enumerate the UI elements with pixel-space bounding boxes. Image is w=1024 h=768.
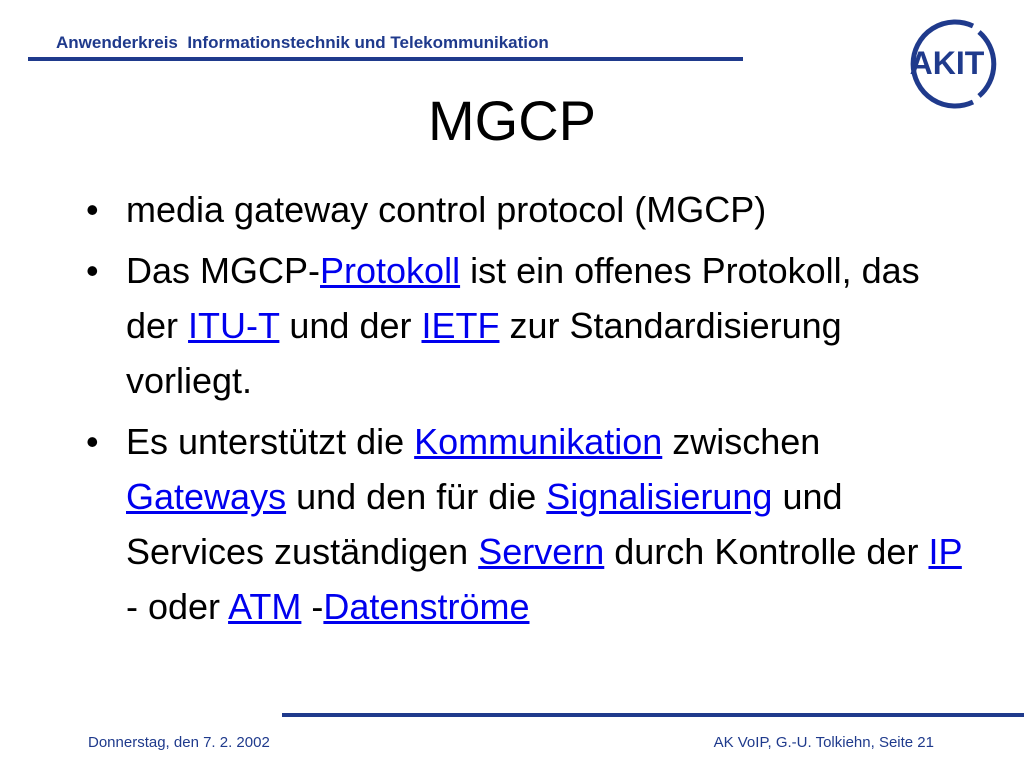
bullet-item [86,243,966,408]
bullet-item [86,414,966,634]
bullet-text: Es unterstützt die [126,421,415,462]
bullet-text: und der [279,305,422,346]
bullet-text: media gateway control protocol (MGCP) [126,189,767,230]
bullet-dot-icon: • [86,189,99,230]
bullet-item [86,182,966,237]
bullet-text: - oder [126,586,229,627]
header-rule [28,57,743,61]
bullet-text: Das MGCP- [126,250,321,291]
link-ietf[interactable]: IETF [421,305,500,346]
link-protokoll[interactable]: Protokoll [320,250,461,291]
bullet-text: und Services zuständigen [126,476,843,572]
link-datenstr-me[interactable]: Datenströme [323,586,530,627]
slide-title: MGCP [428,89,596,152]
footer-rule [282,713,1024,717]
bullet-dot-icon: • [86,250,99,291]
logo-text: AKIT [909,45,985,81]
bullet-text: zur Standardisierung vorliegt. [126,305,842,401]
bullet-text: und den für die [286,476,547,517]
bullet-text: durch Kontrolle der [604,531,929,572]
bullet-dot-icon: • [86,421,99,462]
link-atm[interactable]: ATM [228,586,302,627]
link-servern[interactable]: Servern [478,531,605,572]
link-gateways[interactable]: Gateways [126,476,287,517]
link-itu-t[interactable]: ITU-T [188,305,280,346]
header-title: Anwenderkreis Informationstechnik und Telekommunikation [56,33,549,52]
bullet-text: - [301,586,324,627]
bullet-text: ist ein offenes Protokoll, das der [126,250,920,346]
link-signalisierung[interactable]: Signalisierung [546,476,773,517]
link-ip[interactable]: IP [928,531,962,572]
link-kommunikation[interactable]: Kommunikation [414,421,663,462]
footer-page-info: AK VoIP, G.-U. Tolkiehn, Seite 21 [713,734,934,751]
bullet-text: zwischen [662,421,821,462]
bullet-list [86,182,966,640]
footer-date: Donnerstag, den 7. 2. 2002 [88,734,270,751]
